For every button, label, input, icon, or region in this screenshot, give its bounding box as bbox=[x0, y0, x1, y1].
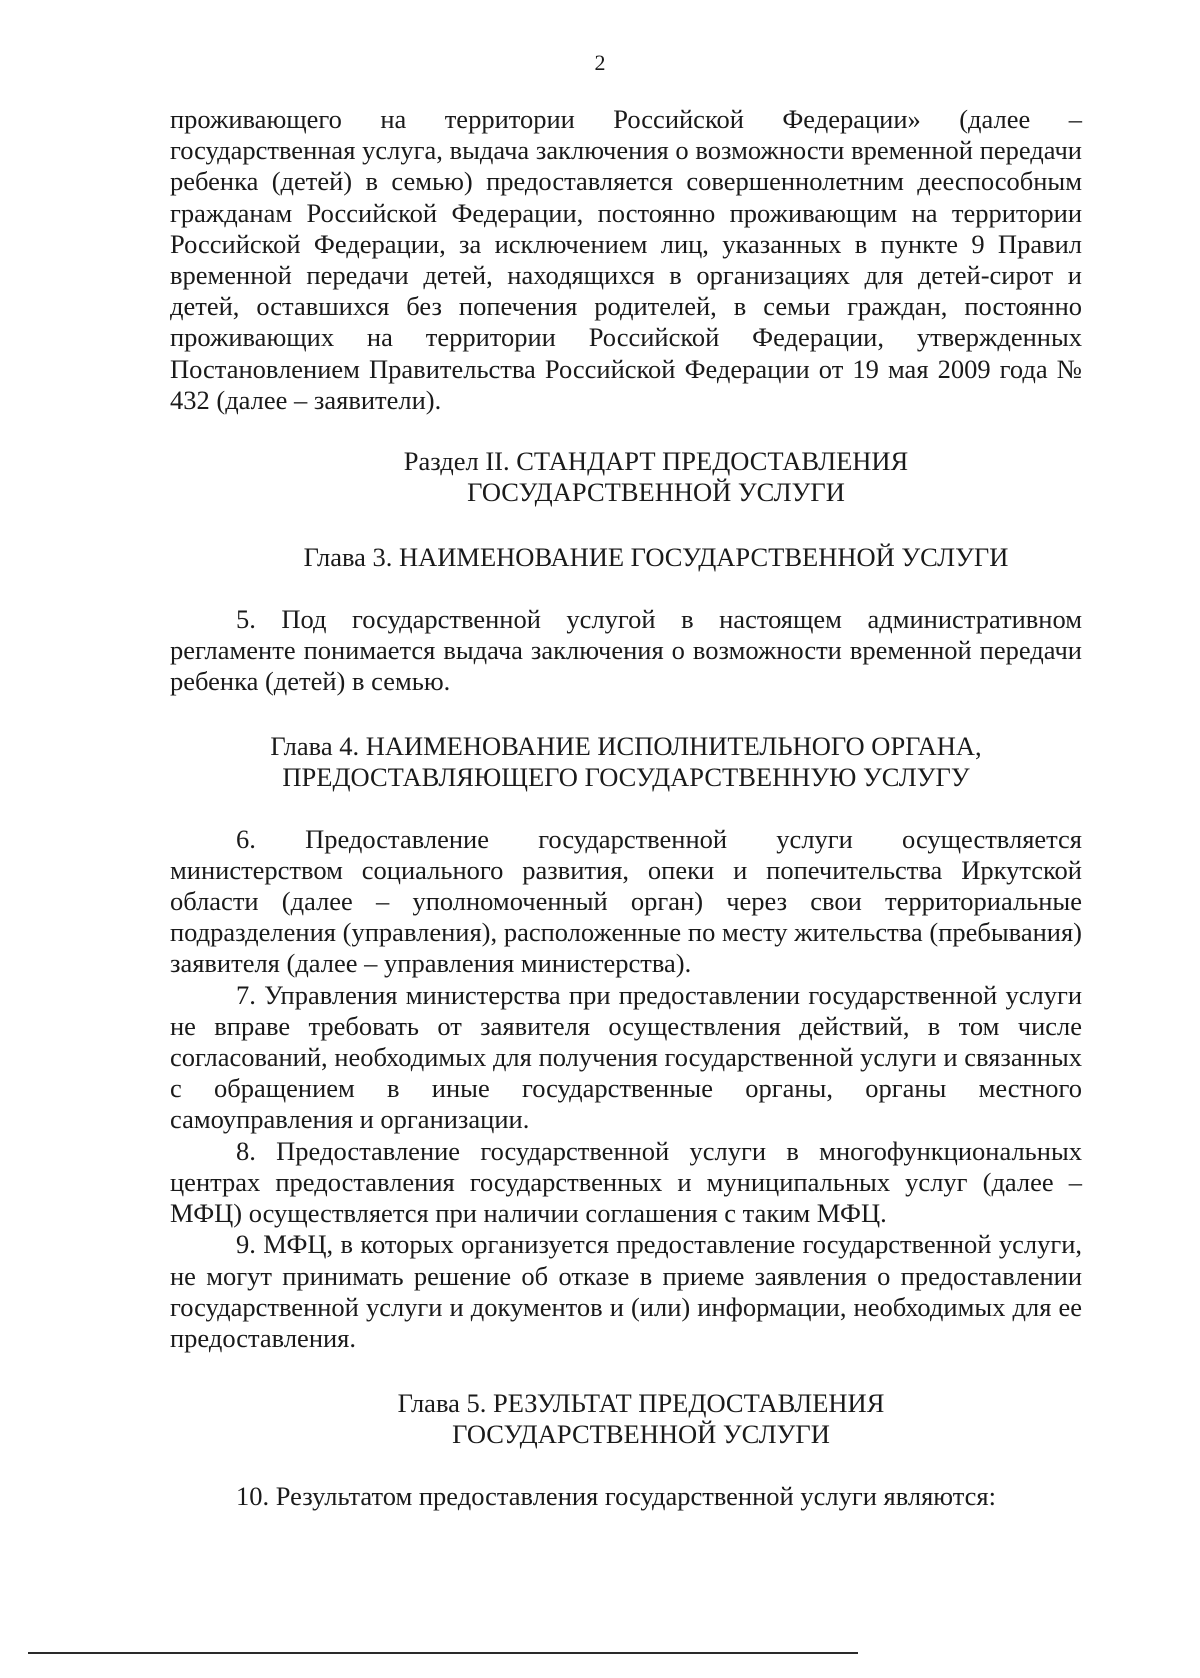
chapter-4-heading bbox=[170, 731, 1082, 793]
chapter-4-heading-line-1: Глава 4. НАИМЕНОВАНИЕ ИСПОЛНИТЕЛЬНОГО ОРГАНА, bbox=[270, 731, 982, 762]
page-number: 2 bbox=[594, 50, 606, 75]
paragraph-5: 5. Под государственной услугой в настоящем административном регламенте понимается выдача заключения о возможности временной передачи ребенка (детей) в семью. bbox=[170, 603, 1082, 697]
chapter-4-heading-line-2: ПРЕДОСТАВЛЯЮЩЕГО ГОСУДАРСТВЕННУЮ УСЛУГУ bbox=[282, 762, 970, 793]
document-body bbox=[170, 104, 1082, 1512]
spacer bbox=[170, 697, 1082, 731]
section-2-heading-line-2: ГОСУДАРСТВЕННОЙ УСЛУГИ bbox=[467, 477, 845, 508]
section-2-heading-line-1: Раздел II. СТАНДАРТ ПРЕДОСТАВЛЕНИЯ bbox=[403, 446, 909, 477]
spacer bbox=[170, 508, 1082, 542]
chapter-3-heading: Глава 3. НАИМЕНОВАНИЕ ГОСУДАРСТВЕННОЙ УСЛУГИ bbox=[303, 542, 1009, 573]
spacer bbox=[170, 574, 1082, 604]
intro-paragraph: проживающего на территории Российской Федерации» (далее – государственная услуга, выдача заключения о возможности временной передачи ребенка (детей) в семью) предоставляется совершеннолетним дееспособным гражданам Российской Федерации, постоянно проживающим на территории Российской Федерации, за исключением лиц, указанных в пункте 9 Правил временной передачи детей, находящихся в организациях для детей-сирот и детей, оставшихся без попечения родителей, в семьи граждан, постоянно проживающих на территории Российской Федерации, утвержденных Постановлением Правительства Российской Федерации от 19 мая 2009 года № 432 (далее – заявители). bbox=[170, 104, 1082, 415]
spacer bbox=[170, 1354, 1082, 1388]
paragraph-10: 10. Результатом предоставления государственной услуги являются: bbox=[236, 1480, 996, 1511]
section-2-heading bbox=[230, 446, 1082, 508]
bottom-rule bbox=[28, 1652, 858, 1654]
paragraph-8: 8. Предоставление государственной услуги в многофункциональных центрах предоставления государственных и муниципальных услуг (далее – МФЦ) осуществляется при наличии соглашения с таким МФЦ. bbox=[170, 1135, 1082, 1229]
paragraph-9: 9. МФЦ, в которых организуется предоставление государственной услуги, не могут принимать решение об отказе в приеме заявления о предоставлении государственной услуги и документов и (или) информации, необходимых для ее предоставления. bbox=[170, 1229, 1082, 1353]
chapter-5-heading-line-2: ГОСУДАРСТВЕННОЙ УСЛУГИ bbox=[452, 1419, 830, 1450]
paragraph-7: 7. Управления министерства при предоставлении государственной услуги не вправе требовать от заявителя осуществления действий, в том числе согласований, необходимых для получения государственной услуги и связанных с обращением в иные государственные органы, органы местного самоуправления и организации. bbox=[170, 979, 1082, 1135]
chapter-5-heading-line-1: Глава 5. РЕЗУЛЬТАТ ПРЕДОСТАВЛЕНИЯ bbox=[397, 1388, 885, 1419]
chapter-5-heading bbox=[200, 1388, 1082, 1450]
spacer bbox=[170, 794, 1082, 824]
paragraph-6: 6. Предоставление государственной услуги осуществляется министерством социального развития, опеки и попечительства Иркутской области (далее – уполномоченный орган) через свои территориальные подразделения (управления), расположенные по месту жительства (пребывания) заявителя (далее – управления министерства). bbox=[170, 823, 1082, 979]
spacer bbox=[170, 416, 1082, 446]
spacer bbox=[170, 1451, 1082, 1481]
